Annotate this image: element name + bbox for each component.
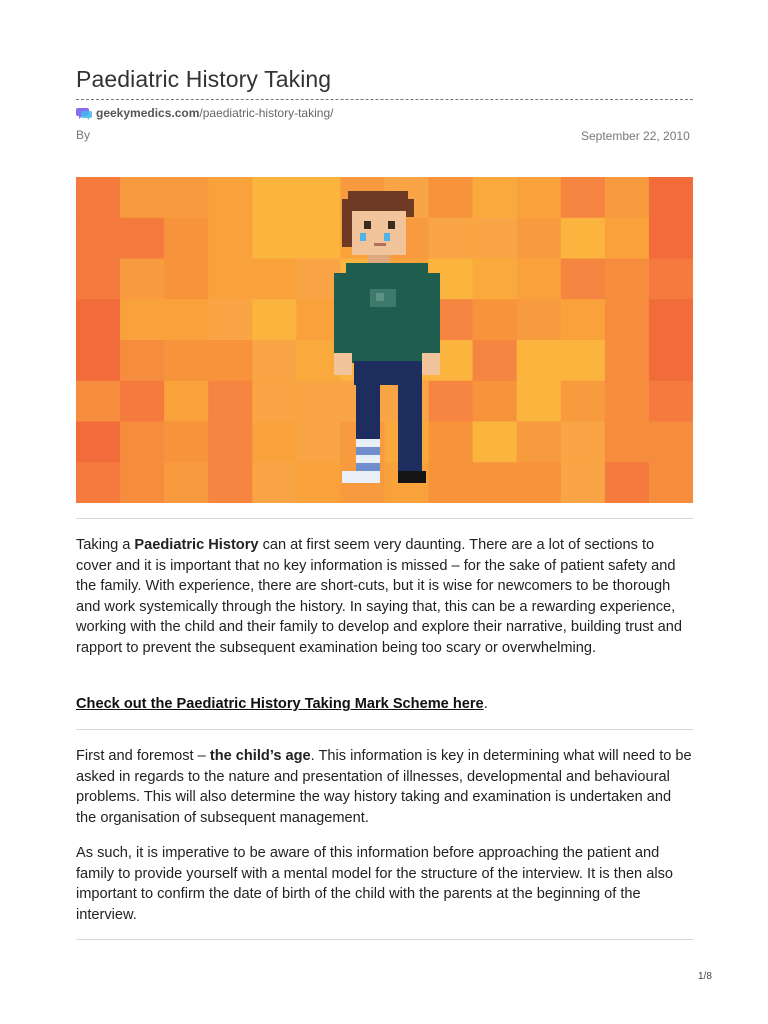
mosaic-tile xyxy=(649,299,693,340)
page-title: Paediatric History Taking xyxy=(76,66,332,92)
mosaic-tile xyxy=(517,218,562,259)
geekymedics-logo-icon xyxy=(76,107,92,120)
mosaic-tile xyxy=(561,259,606,300)
mosaic-tile xyxy=(296,462,341,503)
mosaic-tile xyxy=(649,259,693,300)
source-domain[interactable]: geekymedics.com xyxy=(96,106,200,120)
mosaic-tile xyxy=(605,422,650,463)
mosaic-tile xyxy=(473,299,518,340)
mosaic-tile xyxy=(164,381,209,422)
mosaic-tile xyxy=(605,299,650,340)
mosaic-tile xyxy=(120,218,165,259)
mosaic-tile xyxy=(517,177,562,218)
mosaic-tile xyxy=(120,177,165,218)
mosaic-tile xyxy=(517,340,562,381)
mosaic-tile xyxy=(252,218,297,259)
mosaic-tile xyxy=(649,218,693,259)
mosaic-tile xyxy=(120,422,165,463)
mosaic-tile xyxy=(120,462,165,503)
mosaic-tile xyxy=(605,177,650,218)
mosaic-tile xyxy=(120,259,165,300)
mosaic-tile xyxy=(164,462,209,503)
source-url[interactable] xyxy=(76,106,333,120)
mosaic-tile xyxy=(164,259,209,300)
mosaic-tile xyxy=(473,340,518,381)
mosaic-tile xyxy=(208,259,253,300)
intro-bold-term: Paediatric History xyxy=(134,537,259,553)
age-text-rest: . This information is key in determining what will need to be asked in regards to the nature and presentation of illnesses, developmental and behavioural problems. This will also determine the way history taking and examination is undertaken and the organisation of subsequent management. xyxy=(76,748,692,826)
mosaic-tile xyxy=(208,422,253,463)
mark-scheme-link[interactable]: Check out the Paediatric History Taking Mark Scheme here xyxy=(76,696,484,712)
mosaic-tile xyxy=(561,381,606,422)
mosaic-tile xyxy=(208,462,253,503)
mosaic-tile xyxy=(605,259,650,300)
mosaic-tile xyxy=(517,462,562,503)
mosaic-tile xyxy=(296,218,341,259)
mosaic-tile xyxy=(164,340,209,381)
mosaic-tile xyxy=(208,381,253,422)
mosaic-tile xyxy=(120,299,165,340)
mosaic-tile xyxy=(649,422,693,463)
mosaic-tile xyxy=(649,177,693,218)
mosaic-tile xyxy=(76,299,121,340)
mark-scheme-line xyxy=(76,694,693,715)
mosaic-tile xyxy=(164,299,209,340)
mosaic-tile xyxy=(561,177,606,218)
mosaic-tile xyxy=(561,299,606,340)
mosaic-tile xyxy=(120,340,165,381)
mosaic-tile xyxy=(76,340,121,381)
intro-text-rest: can at first seem very daunting. There are a lot of sections to cover and it is important that no key information is missed – for the sake of patient safety and the family. With experience, there are short-cuts, but it is wise for newcomers to be thorough and work systemically through the history. In saying that, this can be a rewarding experience, working with the child and their family to develop and explore their narrative, building trust and rapport to prevent the subsequent examination being too scary or overwhelming. xyxy=(76,537,682,656)
mosaic-tile xyxy=(429,422,474,463)
mosaic-tile xyxy=(649,340,693,381)
mosaic-tile xyxy=(296,422,341,463)
mosaic-tile xyxy=(120,381,165,422)
mosaic-tile xyxy=(605,381,650,422)
mosaic-tile xyxy=(252,340,297,381)
mosaic-tile xyxy=(649,381,693,422)
mosaic-tile xyxy=(517,422,562,463)
mosaic-tile xyxy=(252,259,297,300)
mosaic-tile xyxy=(76,218,121,259)
mosaic-tile xyxy=(208,340,253,381)
age-text-start: First and foremost – xyxy=(76,748,210,764)
mosaic-tile xyxy=(605,218,650,259)
mosaic-tile xyxy=(296,381,341,422)
title-divider xyxy=(76,99,693,100)
mosaic-tile xyxy=(164,218,209,259)
source-path[interactable]: /paediatric-history-taking/ xyxy=(199,106,334,120)
mosaic-tile xyxy=(164,422,209,463)
mosaic-tile xyxy=(561,340,606,381)
mosaic-tile xyxy=(76,462,121,503)
mosaic-tile xyxy=(429,218,474,259)
hero-pixel-art-image xyxy=(76,177,693,503)
publish-date: September 22, 2010 xyxy=(581,129,690,143)
section-divider xyxy=(76,729,693,730)
mosaic-tile xyxy=(208,299,253,340)
mosaic-tile xyxy=(473,218,518,259)
mosaic-tile xyxy=(517,259,562,300)
mosaic-tile xyxy=(252,422,297,463)
byline: By xyxy=(76,128,91,142)
mosaic-tile xyxy=(649,462,693,503)
mosaic-tile xyxy=(208,218,253,259)
mosaic-tile xyxy=(76,259,121,300)
mosaic-tile xyxy=(252,299,297,340)
imperative-paragraph: As such, it is imperative to be aware of this information before approaching the patient and family to provide yourself with a mental model for the structure of the interview. It is then also important to confirm the date of birth of the child with the parents at the beginning of the interview. xyxy=(76,845,673,923)
mosaic-tile xyxy=(517,381,562,422)
mosaic-tile xyxy=(208,177,253,218)
mosaic-tile xyxy=(473,177,518,218)
mosaic-tile xyxy=(473,462,518,503)
mark-scheme-period: . xyxy=(483,696,488,712)
mosaic-tile xyxy=(561,422,606,463)
mosaic-tile xyxy=(164,177,209,218)
mosaic-tile xyxy=(561,462,606,503)
mosaic-tile xyxy=(252,177,297,218)
mosaic-tile xyxy=(473,422,518,463)
mosaic-tile xyxy=(429,462,474,503)
mosaic-tile xyxy=(429,381,474,422)
mosaic-tile xyxy=(429,177,474,218)
mosaic-tile xyxy=(76,177,121,218)
mosaic-tile xyxy=(473,381,518,422)
mosaic-tile xyxy=(252,381,297,422)
section-divider xyxy=(76,518,693,519)
age-paragraph xyxy=(76,746,693,828)
mosaic-tile xyxy=(296,177,341,218)
mosaic-tile xyxy=(473,259,518,300)
mosaic-tile xyxy=(252,462,297,503)
mosaic-tile xyxy=(605,462,650,503)
mosaic-tile xyxy=(76,422,121,463)
mosaic-tile xyxy=(517,299,562,340)
mosaic-tile xyxy=(605,340,650,381)
intro-paragraph xyxy=(76,535,693,659)
mosaic-tile xyxy=(76,381,121,422)
section-divider xyxy=(76,939,693,940)
age-bold-term: the child’s age xyxy=(209,748,311,764)
page-number: 1/8 xyxy=(698,971,712,982)
intro-text-start: Taking a xyxy=(76,537,135,553)
mosaic-tile xyxy=(561,218,606,259)
